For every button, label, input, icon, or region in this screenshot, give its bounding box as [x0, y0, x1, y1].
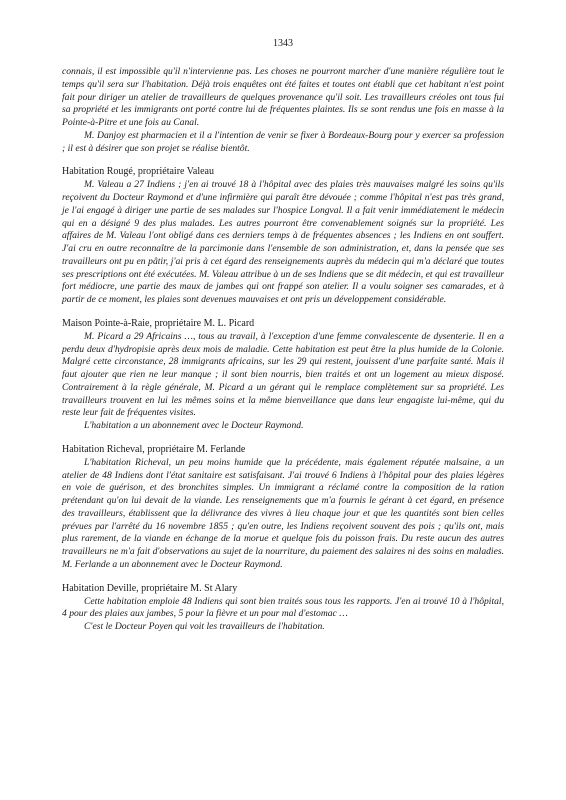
- section-paragraph: Cette habitation emploie 48 Indiens qui sont bien traités sous tous les rapports. J'en ai trouvé 10 à l'hôpital, 4 pour des plaies aux jambes, 5 pour la fièvre et un pour mal d'estomac …: [62, 595, 504, 620]
- section-heading: Habitation Deville, propriétaire M. St Alary: [62, 582, 238, 594]
- section-heading: Habitation Rougé, propriétaire Valeau: [62, 166, 214, 178]
- section-heading: Habitation Richeval, propriétaire M. Ferlande: [62, 443, 246, 455]
- section-paragraph: M. Picard a 29 Africains …, tous au travail, à l'exception d'une femme convalescente de dysenterie. Il en a perdu deux d'hydropisie après deux mois de maladie. Cette habitation est peut être la plus humide de la Colonie. Malgré cette circonstance, 28 immigrants africains, sur les 29 qui restent, jouissent d'une parfaite santé. Mais il faut ajouter que rien ne leur manque ; il sont bien nourris, bien traités et ont un logement au mieux disposé. Contrairement à la règle générale, M. Picard a un gérant qui le remplace complètement sur sa propriété. Les travailleurs trouvent en lui les mêmes soins et la même bienveillance que dans leur engagiste lui-même, qui du reste leur fait de fréquentes visites.: [62, 330, 504, 419]
- section-paragraph: L'habitation Richeval, un peu moins humide que la précédente, mais également réputée malsaine, a un atelier de 48 Indiens dont l'état sanitaire est satisfaisant. J'ai trouvé 6 Indiens à l'hôpital pour des plaies légères en voie de guérison, et des bronchites simples. Un immigrant a réclamé contre la composition de la ration prétendant qu'on lui devait de la viande. Les renseignements que m'a fournis le gérant à cet égard, en présence des travailleurs, établissent que la délivrance des vivres à lieu chaque jour et que les quantités sont bien celles prévues par l'arrêté du 16 novembre 1855 ; qu'en outre, les Indiens reçoivent souvent des pois ; qu'ils ont, mais plus rarement, de la viande en échange de la morue et quelque fois du poisson frais. Du reste aucun des autres travailleurs ne m'a fait d'observations au sujet de la nourriture, du paiement des salaires ni des soins en maladies. M. Ferlande a un abonnement avec le Docteur Raymond.: [62, 456, 504, 570]
- section-heading: Maison Pointe-à-Raie, propriétaire M. L. Picard: [62, 317, 255, 329]
- section-paragraph: C'est le Docteur Poyen qui voit les travailleurs de l'habitation.: [84, 621, 325, 632]
- section-richeval: [62, 443, 504, 572]
- section-deville: [62, 582, 504, 634]
- document-body: [62, 66, 504, 634]
- section-paragraph: L'habitation a un abonnement avec le Docteur Raymond.: [84, 420, 304, 431]
- intro-paragraph-1: connais, il est impossible qu'il n'intervienne pas. Les choses ne pourront marcher d'une manière régulière tout le temps qu'il sera sur l'habitation. Déjà trois enquêtes ont été faites et toutes ont établi que cet habitant n'est point fait pour diriger un atelier de travailleurs de quelques provenance qu'il soit. Les travailleurs créoles ont tous fui sa propriété et les immigrants ont porté contre lui de fréquentes plaintes. Ils se sont rendus une fois en masse à la Pointe-à-Pitre et une fois au Canal.: [62, 66, 504, 128]
- intro-paragraph-2: M. Danjoy est pharmacien et il a l'intention de venir se fixer à Bordeaux-Bourg pour y exercer sa profession ; il est à désirer que son projet se réalise bientôt.: [62, 129, 504, 154]
- section-rouge: [62, 165, 504, 307]
- intro-block: [62, 66, 504, 155]
- page-number: 1343: [273, 38, 293, 49]
- section-paragraph: M. Valeau a 27 Indiens ; j'en ai trouvé 18 à l'hôpital avec des plaies très mauvaises malgré les soins qu'ils reçoivent du Docteur Raymond et d'une infirmière qui paraît être dévouée ; comme l'hôpital n'est pas très grand, je l'ai engagé à diriger une partie de ses malades sur l'hospice Longval. Il a fait venir immédiatement le médecin qui en a désigné 9 des plus malades. Les autres pourront être convenablement soignés sur la propriété. Les affaires de M. Valeau l'ont obligé dans ces derniers temps à de fréquentes absences ; les Indiens en ont souffert. J'ai cru en outre reconnaître de la parcimonie dans l'ensemble de son administration, et, dans la pensée que ses travailleurs ont pu en pâtir, j'ai pris à cet égard des renseignements auprès du médecin qui m'a déclaré que toutes ses prescriptions ont été exécutées. M. Valeau attribue à un de ses Indiens que se dit médecin, et qui est travailleur fort médiocre, une partie des maux de jambes qui ont frappé son atelier. Il a voulu soigner ses camarades, et à partir de ce moment, les plaies sont devenues mauvaises et ont pris un développement considérable.: [62, 179, 504, 305]
- section-pointe-a-raie: [62, 317, 504, 433]
